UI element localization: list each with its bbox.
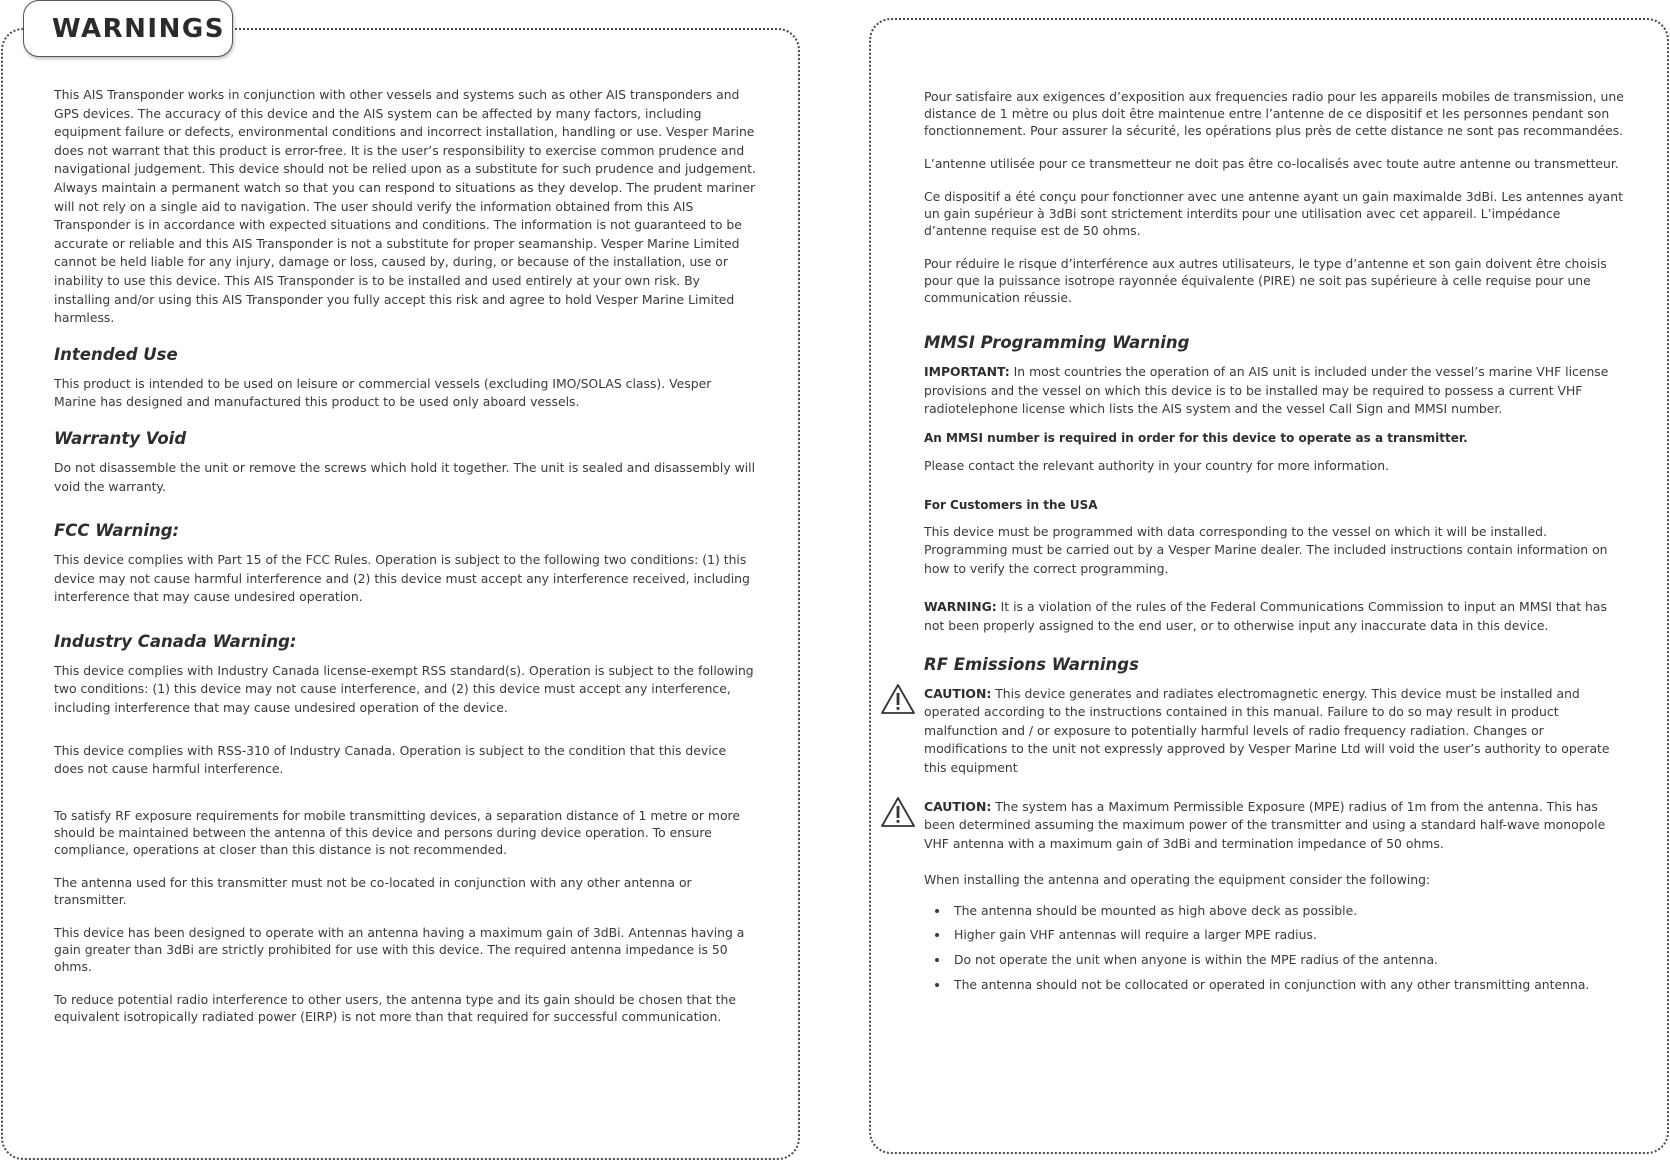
caution-block-2: [924, 798, 1624, 854]
mmsi-contact-text: Please contact the relevant authority in your country for more information.: [924, 458, 1390, 474]
warning-text: It is a violation of the rules of the Federal Communications Commission to input an MMSI that has not been properly assigned to the end user, or to otherwise input any inaccurate data in this device.: [924, 599, 1607, 633]
french-interference-text: Pour réduire le risque d’interférence aux autres utilisateurs, le type d’antenne et son gain doivent être choisis pour que la puissance isotrope rayonnée équivalente (PIRE) ne soit pas supérieure à celle requise pour une communication réussie.: [924, 256, 1607, 305]
warning-triangle-icon: [880, 796, 916, 828]
caution-text-1: [924, 685, 1624, 778]
installation-considerations-list: [924, 902, 1624, 994]
fcc-warning-heading: FCC Warning:: [54, 521, 180, 541]
left-column: [54, 86, 756, 1041]
warning-label: WARNING:: [924, 599, 997, 615]
fcc-mmsi-warning-text: [924, 598, 1624, 635]
french-rf-exposure-text: Pour satisfaire aux exigences d’exposition aux frequencies radio pour les appareils mobiles de transmission, une distance de 1 mètre ou plus doit être maintenue entre l’antenne de ce dispositif et les personnes pendant son fonctionnement. Pour assurer la sécurité, les opérations plus près de cette distance ne sont pas recommandées.: [924, 89, 1624, 138]
rf-emissions-heading: RF Emissions Warnings: [924, 654, 1139, 674]
important-text: In most countries the operation of an AIS unit is included under the vessel’s marine VHF license provisions and the vessel on which this device is to be installed may be required to possess a current VHF radiotelephone license which lists the AIS system and the vessel Call Sign and MMSI number.: [924, 364, 1609, 417]
list-item: • The antenna should be mounted as high above deck as possible.: [950, 902, 1624, 921]
list-item: • Higher gain VHF antennas will require a larger MPE radius.: [950, 926, 1624, 945]
caution-block-1: [924, 685, 1624, 778]
mmsi-warning-heading: MMSI Programming Warning: [924, 333, 1190, 352]
mmsi-required-note: An MMSI number is required in order for this device to operate as a transmitter.: [924, 430, 1468, 445]
list-item: • The antenna should not be collocated or operated in conjunction with any other transmitting antenna.: [950, 976, 1624, 995]
mmsi-important-text: [924, 363, 1624, 419]
page-title: WARNINGS: [23, 0, 233, 57]
usa-customers-text: This device must be programmed with data corresponding to the vessel on which it will be installed. Programming must be carried out by a Vesper Marine dealer. The included instructions contain information on how to verify the correct programming.: [924, 523, 1608, 576]
intro-disclaimer: This AIS Transponder works in conjunction with other vessels and systems such as other AIS transponders and GPS devices. The accuracy of this device and the AIS system can be affected by many factors, including equipment failure or defects, environmental conditions and incorrect installation, handling or use. Vesper Marine does not warrant that this product is error-free. It is the user’s responsibility to exercise common prudence and navigational judgement. This device should not be relied upon as a substitute for such prudence and judgement. Always maintain a permanent watch so that you can respond to situations as they develop. The prudent mariner will not rely on a single aid to navigation. The user should verify the information obtained from this AIS Transponder is in accordance with expected situations and conditions. The information is not guaranteed to be accurate or reliable and this AIS Transponder is not a substitute for proper seamanship. Vesper Marine Limited cannot be held liable for any injury, damage or loss, caused by, during, or because of the installation, use or inability to use this device. This AIS Transponder is to be installed and used entirely at your own risk. By installing and/or using this AIS Transponder you fully accept this risk and agree to hold Vesper Marine Limited harmless.: [54, 87, 756, 326]
caution-body-2: The system has a Maximum Permissible Exposure (MPE) radius of 1m from the antenna. This has been determined assuming the maximum power of the transmitter and using a standard half-wave monopole VHF antenna with a maximum gain of 3dBi and termination impedance of 50 ohms.: [924, 798, 1606, 851]
caution-label-2: CAUTION:: [924, 798, 992, 814]
caution-text-2: [924, 798, 1624, 854]
list-item: • Do not operate the unit when anyone is within the MPE radius of the antenna.: [950, 951, 1624, 970]
warranty-void-line-1: Do not disassemble the unit or remove the screws which hold it together. The unit is sealed and disassembly will: [54, 459, 756, 475]
french-antenna-colocation-text: L’antenne utilisée pour ce transmetteur ne doit pas être co-localisés avec toute autre antenne ou transmetteur.: [924, 156, 1619, 171]
usa-customers-heading: For Customers in the USA: [924, 497, 1098, 512]
fcc-warning-text: This device complies with Part 15 of the FCC Rules. Operation is subject to the following two conditions: (1) this device may not cause harmful interference and (2) this device must accept any interference received, including interference that may cause undesired operation.: [54, 552, 750, 605]
warranty-void-line-2: void the warranty.: [54, 478, 166, 494]
caution-body-1: This device generates and radiates electromagnetic energy. This device must be installed and operated according to the instructions contained in this manual. Failure to do so may result in product malfunction and / or exposure to potentially harmful levels of radio frequency radiation. Changes or modifications to the unit not expressly approved by Vesper Marine Ltd will void the user’s authority to operate this equipment: [924, 685, 1610, 775]
industry-canada-text-3: To satisfy RF exposure requirements for mobile transmitting devices, a separation distance of 1 metre or more should be maintained between the antenna of this device and persons during device operation. To ensure compliance, operations at closer than this distance is not recommended.: [54, 807, 740, 857]
industry-canada-text-4: The antenna used for this transmitter must not be co-located in conjunction with any other antenna or transmitter.: [54, 874, 692, 907]
industry-canada-text-5: This device has been designed to operate with an antenna having a maximum gain of 3dBi. Antennas having a gain greater than 3dBi are strictly prohibited for use with this device. The required antenna impedance is 50 ohms.: [54, 924, 745, 974]
important-label: IMPORTANT:: [924, 364, 1010, 379]
installation-considerations-intro: When installing the antenna and operating the equipment consider the following:: [924, 872, 1431, 888]
caution-label-1: CAUTION:: [924, 685, 992, 701]
warning-triangle-icon: [880, 683, 916, 715]
french-antenna-gain-text: Ce dispositif a été conçu pour fonctionner avec une antenne ayant un gain maximalde 3dBi. Les antennes ayant un gain supérieur à 3dBi sont strictement interdits pour une utilisation avec cet appareil. L’impédance d’antenne requise est de 50 ohms.: [924, 189, 1623, 238]
industry-canada-heading: Industry Canada Warning:: [54, 631, 297, 651]
intended-use-text: This product is intended to be used on leisure or commercial vessels (excluding IMO/SOLAS class). Vesper Marine has designed and manufactured this product to be used only aboard vessels.: [54, 375, 712, 410]
warranty-void-text: [54, 459, 756, 496]
warranty-void-heading: Warranty Void: [54, 428, 187, 448]
intended-use-heading: Intended Use: [54, 344, 178, 364]
right-column: [924, 88, 1624, 1000]
industry-canada-text-2: This device complies with RSS-310 of Industry Canada. Operation is subject to the condition that this device does not cause harmful interference.: [54, 742, 727, 777]
industry-canada-text-1: This device complies with Industry Canada license-exempt RSS standard(s). Operation is subject to the following two conditions: (1) this device may not cause interference, and (2) this device must accept any interference, including interference that may cause undesired operation of the device.: [54, 662, 754, 716]
industry-canada-text-6: To reduce potential radio interference to other users, the antenna type and its gain should be chosen that the equivalent isotropically radiated power (EIRP) is not more than that required for successful communication.: [54, 991, 736, 1024]
